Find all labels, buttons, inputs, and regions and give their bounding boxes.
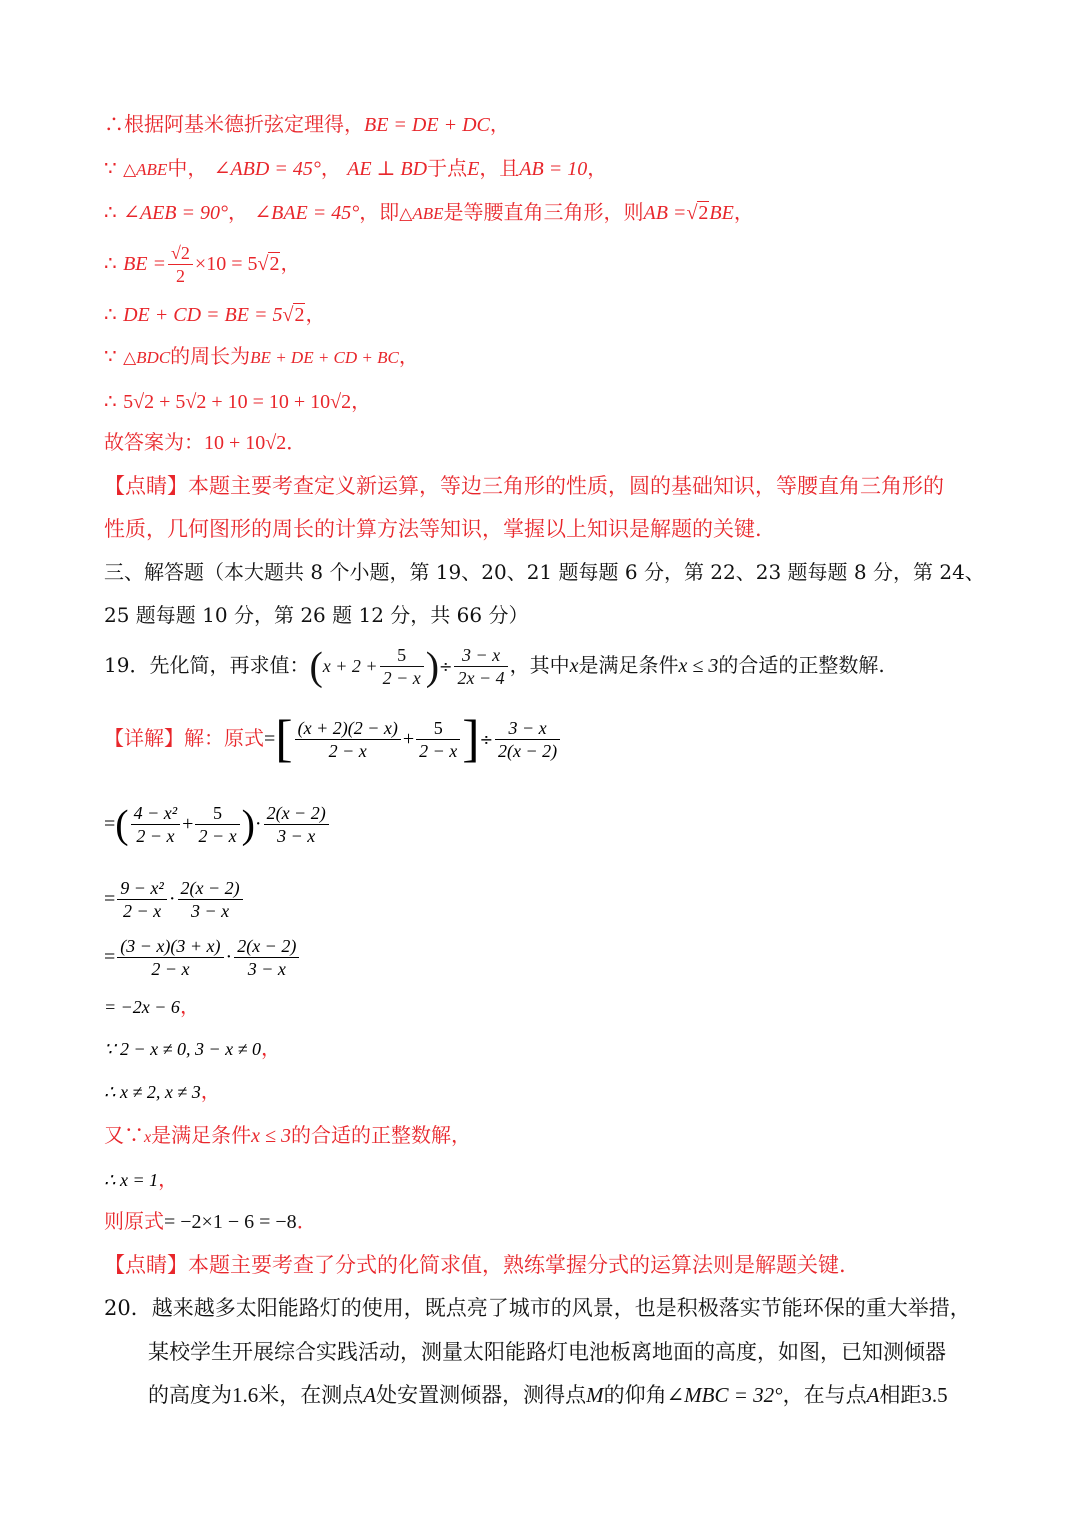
punct: ，	[351, 389, 372, 413]
math: ∴ x ≠ 2, x ≠ 3	[104, 1082, 201, 1102]
punct: ，	[398, 344, 419, 368]
denominator: 2x − 4	[457, 668, 505, 688]
question-19	[104, 638, 885, 694]
math: x ≤ 3	[251, 1125, 291, 1147]
equals: =	[104, 946, 116, 968]
math: ∠ABD = 45°	[213, 158, 321, 180]
fraction	[380, 644, 424, 689]
numerator: 2(x − 2)	[234, 935, 299, 958]
text: ，且	[479, 156, 520, 180]
therefore-symbol: ∴	[104, 302, 117, 326]
text: 是等腰直角三角形，则	[443, 200, 644, 224]
text: 的高度为	[148, 1383, 232, 1407]
solution-step-2	[104, 870, 245, 927]
radicand: 2	[269, 253, 280, 275]
math: 10 + 10√2	[204, 432, 287, 454]
numerator: 2(x − 2)	[178, 877, 243, 900]
punct: ，	[305, 302, 326, 326]
text: 则原式	[104, 1209, 164, 1233]
equals: =	[264, 728, 276, 750]
because-symbol: ∵	[104, 156, 117, 180]
section-3-line-1: 三、解答题（本大题共 8 个小题，第 19、20、21 题每题 6 分，第 22、23 题每题 8 分，第 24、	[104, 560, 985, 584]
fraction	[178, 877, 243, 922]
solution-step-5	[104, 1034, 281, 1063]
question-20-line-1: 20．越来越多太阳能路灯的使用，既点亮了城市的风景，也是积极落实节能环保的重大举措，	[104, 1296, 971, 1320]
triangle-label: △ABE	[123, 160, 168, 179]
text: ，即	[359, 200, 400, 224]
fraction	[416, 717, 460, 762]
text: 故答案为：	[104, 430, 204, 454]
answer-line	[104, 428, 306, 457]
dot: ·	[225, 946, 233, 968]
solution-step-8	[104, 1165, 178, 1194]
text: 是满足条件	[578, 653, 679, 677]
punct: ，	[280, 251, 301, 275]
paren: (	[309, 643, 323, 689]
math: E	[467, 158, 480, 180]
numerator: 9 − x²	[117, 877, 167, 900]
fraction	[264, 802, 329, 847]
fraction	[295, 717, 401, 762]
solution-step-9	[104, 1207, 317, 1236]
solution-step-3	[104, 928, 301, 985]
denominator: 2 − x	[122, 901, 162, 921]
therefore-symbol: ∴	[104, 389, 117, 413]
text: 的合适的正整数解.	[718, 653, 885, 677]
proof-line-5	[104, 300, 325, 329]
math: 5√2 + 5√2 + 10 = 10 + 10√2	[123, 391, 352, 413]
denominator: 2 − x	[198, 826, 237, 846]
text: ∴根据阿基米德折弦定理得，	[104, 112, 364, 136]
text: 处安置测倾器，测得点	[376, 1383, 587, 1407]
solution-step-7	[104, 1121, 471, 1152]
denominator: 2	[175, 266, 185, 286]
text: 于点	[427, 156, 468, 180]
because-symbol: ∵	[104, 344, 117, 368]
paren: )	[425, 643, 440, 689]
punct: ，	[158, 1167, 179, 1191]
equals: =	[104, 813, 116, 835]
radicand: 2	[294, 304, 305, 326]
punct: ，	[260, 1036, 281, 1060]
punct: ．	[286, 430, 307, 454]
denominator: 2 − x	[136, 826, 175, 846]
section-3-line-2: 25 题每题 10 分，第 26 题 12 分，共 66 分）	[104, 603, 529, 627]
question-20-line-2: 某校学生开展综合实践活动，测量太阳能路灯电池板离地面的高度，如图，已知测倾器	[148, 1340, 946, 1364]
dot: ·	[168, 888, 176, 910]
triangle-label: △ABE	[399, 204, 444, 223]
proof-line-6	[104, 342, 419, 372]
text: 米，在测点	[258, 1383, 364, 1407]
question-label: 19．先化简，再求值：	[104, 653, 310, 677]
denominator: 2(x − 2)	[498, 741, 558, 761]
fraction	[495, 717, 560, 762]
math: M	[586, 1383, 604, 1407]
punct: ，	[320, 156, 341, 180]
plus: +	[402, 728, 415, 750]
sqrt-expr: √2	[257, 253, 280, 275]
comment-2: 【点睛】本题主要考查了分式的化简求值，熟练掌握分式的运算法则是解题关键.	[104, 1253, 846, 1277]
numerator: 5	[416, 717, 460, 740]
denominator: 2 − x	[382, 668, 421, 688]
denominator: 2 − x	[151, 959, 190, 979]
denominator: 3 − x	[277, 826, 316, 846]
numerator: (x + 2)(2 − x)	[295, 717, 401, 740]
numerator: (3 − x)(3 + x)	[117, 935, 223, 958]
therefore-symbol: ∴	[104, 251, 117, 275]
punct: ，	[200, 1079, 221, 1103]
punct: ，	[228, 200, 248, 224]
sqrt-expr: √2	[282, 304, 305, 326]
math: BE = DE + DC	[364, 114, 490, 136]
punct: ，	[179, 994, 200, 1018]
math: AE ⊥ BD	[347, 158, 428, 180]
math: BE + DE + CD + BC	[250, 348, 399, 367]
denominator: 3 − x	[247, 959, 286, 979]
text: 中，	[167, 156, 208, 180]
math: = −2×1 − 6 = −8	[164, 1211, 297, 1233]
text: 又∵	[104, 1123, 144, 1147]
numerator: 3 − x	[495, 717, 560, 740]
fraction	[131, 802, 181, 847]
math: x	[569, 655, 579, 677]
math: 3.5	[921, 1383, 948, 1407]
punct: ，	[733, 200, 754, 224]
fraction	[168, 242, 193, 287]
solution-step-1: =( $\frac{\text{4 − x²}}{2 - x}$ + $\frac{5}{2 - x}$ )· $\frac{2(x - 2)}{3 - x}$	[104, 794, 331, 854]
denominator: 3 − x	[190, 901, 230, 921]
therefore-symbol: ∴	[104, 200, 117, 224]
plus: +	[182, 813, 194, 835]
fraction	[234, 935, 299, 980]
proof-line-7	[104, 387, 371, 416]
math: ∠MBC = 32°	[666, 1383, 783, 1407]
punct: ，	[489, 112, 510, 136]
proof-line-4	[104, 238, 300, 289]
solution-head: 【详解】解：原式	[104, 726, 264, 750]
text: 的合适的正整数解，	[290, 1123, 471, 1147]
proof-line-1	[104, 110, 510, 139]
math: AB =	[643, 202, 687, 224]
numerator: 2(x − 2)	[264, 802, 329, 825]
solution-step-4	[104, 992, 200, 1021]
proof-line-2	[104, 154, 607, 184]
comment-1-line-1: 【点睛】本题主要考查定义新运算，等边三角形的性质，圆的基础知识，等腰直角三角形的	[104, 474, 944, 498]
equals: =	[104, 888, 116, 910]
radicand: 2	[698, 202, 709, 224]
fraction	[195, 802, 239, 847]
divide-symbol: ÷	[439, 657, 453, 676]
triangle-label: △BDC	[123, 348, 171, 367]
numerator: 4 − x²	[131, 802, 181, 825]
math: BE =	[123, 253, 167, 275]
numerator: 5	[195, 802, 239, 825]
math: 1.6	[232, 1383, 259, 1407]
solution-step-0: 【详解】解：原式=[ $\frac{(x + 2)(2 - x)}{2 - x}$ + $\frac{5}{2 - x}$ ]÷ $\frac{3 - x}{2(x - 2)}$	[104, 706, 562, 772]
sqrt-expr: √2	[686, 202, 709, 224]
question-20-line-3	[148, 1381, 948, 1409]
denominator: 2 − x	[328, 741, 367, 761]
math: x + 2 +	[322, 656, 378, 676]
text: ，在与点	[782, 1383, 867, 1407]
text: 是满足条件	[151, 1123, 252, 1147]
math: x ≤ 3	[678, 655, 719, 677]
text: ，其中	[509, 653, 570, 677]
numerator: 3 − x	[454, 644, 507, 667]
text: 的周长为	[170, 344, 251, 368]
divide-symbol: ÷	[479, 730, 494, 749]
math: A	[363, 1383, 377, 1407]
dot: ·	[254, 813, 262, 835]
punct: ，	[587, 156, 608, 180]
math: DE + CD = BE = 5	[123, 304, 283, 326]
proof-line-3	[104, 198, 754, 228]
math: ×10 = 5	[194, 253, 258, 275]
fraction	[454, 644, 507, 689]
denominator: 2 − x	[419, 741, 458, 761]
math: x	[144, 1129, 152, 1146]
math: = −2x − 6	[104, 997, 180, 1017]
fraction	[117, 935, 223, 980]
punct: ．	[296, 1209, 317, 1233]
numerator: 5	[380, 644, 424, 667]
text: 的仰角	[603, 1383, 667, 1407]
math: ∵ 2 − x ≠ 0, 3 − x ≠ 0	[104, 1039, 261, 1059]
fraction	[117, 877, 167, 922]
math: ∴ x = 1	[104, 1170, 159, 1190]
math: BE	[709, 202, 734, 224]
solution-step-6	[104, 1077, 221, 1106]
math: ∠BAE = 45°	[254, 202, 360, 224]
math: AB = 10	[519, 158, 588, 180]
text: 相距	[879, 1383, 922, 1407]
math: ∠AEB = 90°	[123, 202, 228, 224]
numerator: √2	[168, 242, 193, 265]
comment-1-line-2: 性质，几何图形的周长的计算方法等知识，掌握以上知识是解题的关键.	[104, 517, 762, 541]
math: A	[866, 1383, 880, 1407]
